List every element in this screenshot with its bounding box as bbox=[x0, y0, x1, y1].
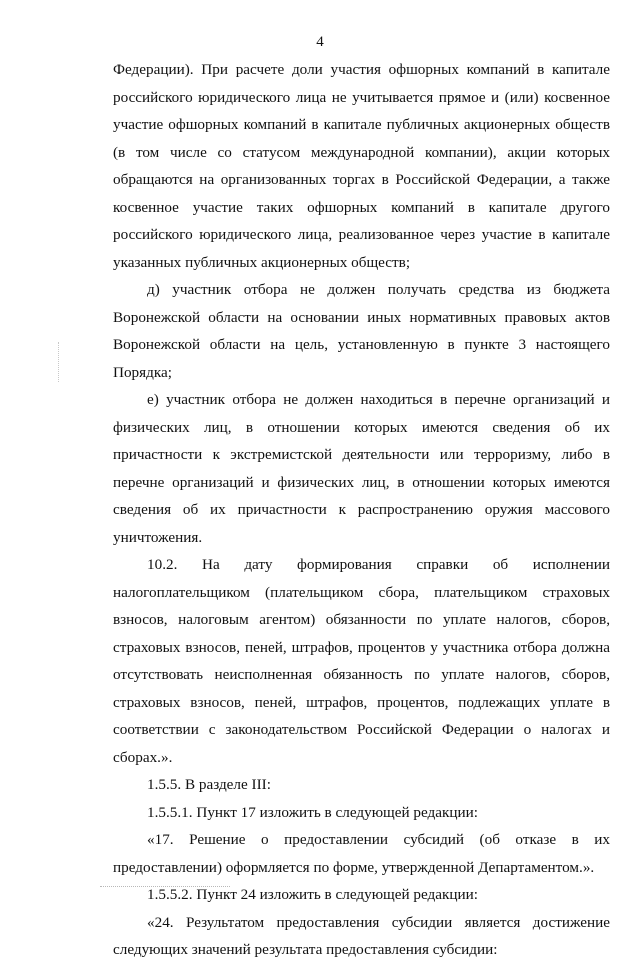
paragraph-point-24: «24. Результатом предоставления субсидии является достижение следующих значений результата предоставления субсидии: bbox=[113, 913, 610, 958]
paragraph-point-17: «17. Решение о предоставлении субсидий (об отказе в их предоставлении) оформляется по форме, утвержденной Департаментом.». bbox=[113, 831, 610, 876]
paragraph-1-5-5: 1.5.5. В разделе III: bbox=[147, 776, 271, 793]
paragraph-item-e: е) участник отбора не должен находиться в перечне организаций и физических лиц, в отношении которых имеются сведения об их причастности к экстремистской деятельности или терроризму, либо в перечне организаций и физических лиц, в отношении которых имеются сведения об их причастности к распространению оружия массового уничтожения. bbox=[113, 391, 610, 546]
margin-scan-mark bbox=[58, 342, 60, 382]
paragraph-1-5-5-2: 1.5.5.2. Пункт 24 изложить в следующей редакции: bbox=[147, 886, 478, 903]
paragraph-offshore-share: Федерации). При расчете доли участия офшорных компаний в капитале российского юридического лица не учитывается прямое и (или) косвенное участие офшорных компаний в капитале публичных акционерных обществ (в том числе со статусом международной компании), акции которых обращаются на организованных торгах в Российской Федерации, а также косвенное участие таких офшорных компаний в капитале другого российского юридического лица, реализованное через участие в капитале указанных публичных акционерных обществ; bbox=[113, 61, 610, 271]
paragraph-1-5-5-1: 1.5.5.1. Пункт 17 изложить в следующей редакции: bbox=[147, 803, 478, 821]
document-body bbox=[113, 56, 610, 964]
paragraph-item-d: д) участник отбора не должен получать средства из бюджета Воронежской области на основании иных нормативных правовых актов Воронежской области на цель, установленную в пункте 3 настоящего Порядка; bbox=[113, 281, 610, 381]
paragraph-10-2: 10.2. На дату формирования справки об исполнении налогоплательщиком (плательщиком сбора, плательщиком страховых взносов, налоговым агентом) обязанности по уплате налогов, сборов, страховых взносов, пеней, штрафов, процентов у участника отбора должна отсутствовать неисполненная обязанность по уплате налогов, сборов, страховых взносов, пеней, штрафов, процентов, подлежащих уплате в соответствии с законодательством Российской Федерации о налогах и сборах.». bbox=[113, 556, 610, 766]
page-number: 4 bbox=[316, 34, 324, 50]
bottom-scan-artifact bbox=[100, 886, 230, 887]
